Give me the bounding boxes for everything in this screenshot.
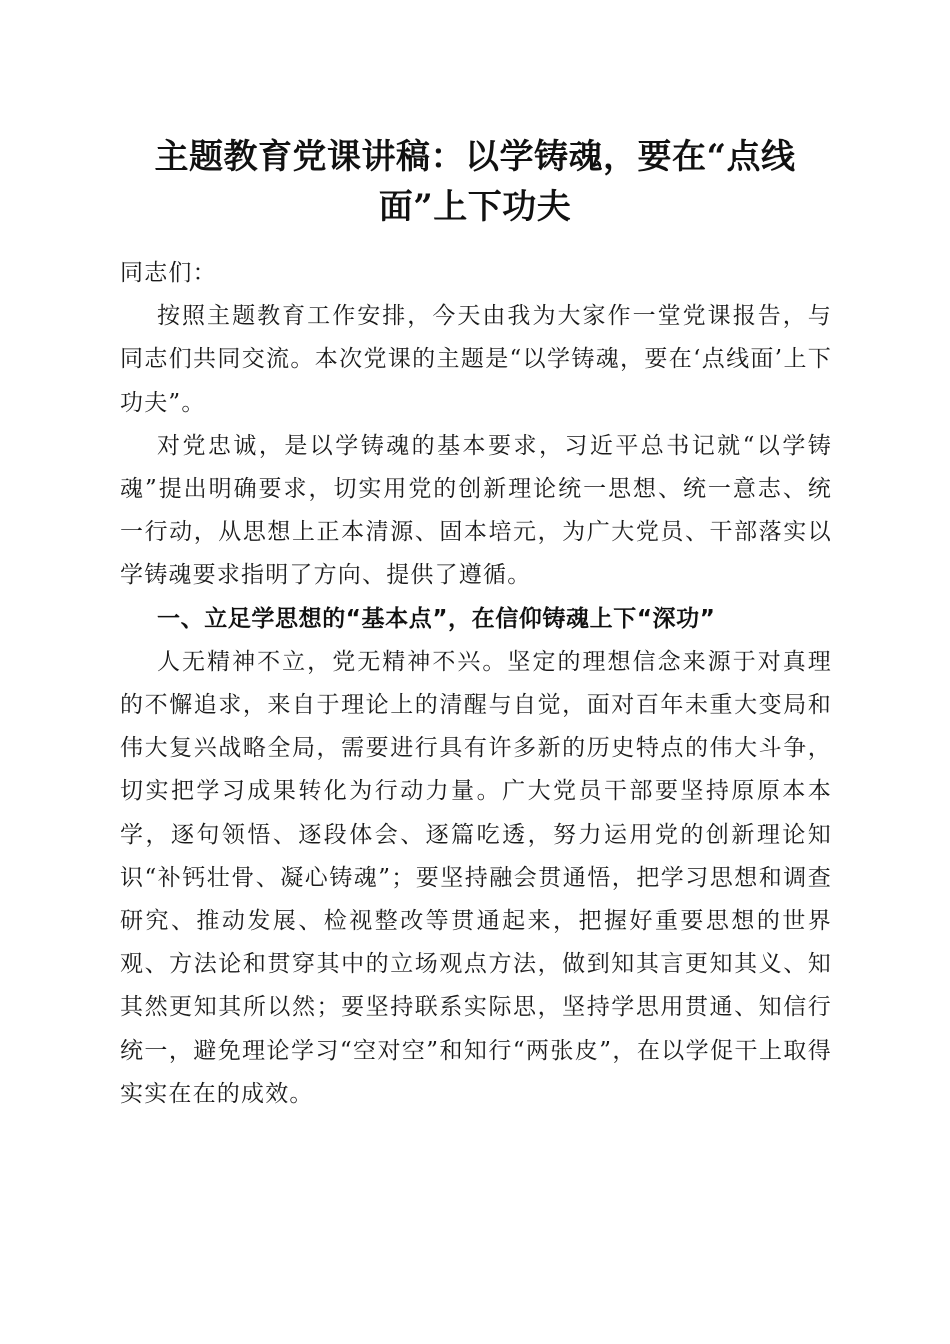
section-1-heading: 一、立足学思想的“基本点”，在信仰铸魂上下“深功” bbox=[157, 605, 716, 632]
document-title bbox=[120, 132, 830, 232]
intro-paragraph: 按照主题教育工作安排，今天由我为大家作一堂党课报告，与同志们共同交流。本次党课的主题是“以学铸魂，要在‘点线面’上下功夫”。 bbox=[120, 303, 832, 416]
section-1-paragraph: 人无精神不立，党无精神不兴。坚定的理想信念来源于对真理的不懈追求，来自于理论上的清醒与自觉，面对百年未重大变局和伟大复兴战略全局，需要进行具有许多新的历史特点的伟大斗争，切实把学习成果转化为行动力量。广大党员干部要坚持原原本本学，逐句领悟、逐段体会、逐篇吃透，努力运用党的创新理论知识“补钙壮骨、凝心铸魂”；要坚持融会贯通悟，把学习思想和调查研究、推动发展、检视整改等贯通起来，把握好重要思想的世界观、方法论和贯穿其中的立场观点方法，做到知其言更知其义、知其然更知其所以然；要坚持联系实际思，坚持学思用贯通、知信行统一，避免理论学习“空对空”和知行“两张皮”，在以学促干上取得实实在在的成效。 bbox=[120, 648, 832, 1107]
document-body bbox=[120, 252, 832, 1116]
salutation: 同志们： bbox=[120, 260, 217, 286]
title-line-1: 主题教育党课讲稿：以学铸魂，要在“点线 bbox=[154, 137, 796, 177]
loyalty-paragraph: 对党忠诚，是以学铸魂的基本要求，习近平总书记就“以学铸魂”提出明确要求，切实用党的创新理论统一思想、统一意志、统一行动，从思想上正本清源、固本培元，为广大党员、干部落实以学铸魂要求指明了方向、提供了遵循。 bbox=[120, 432, 832, 589]
title-line-2: 面”上下功夫 bbox=[378, 187, 572, 227]
